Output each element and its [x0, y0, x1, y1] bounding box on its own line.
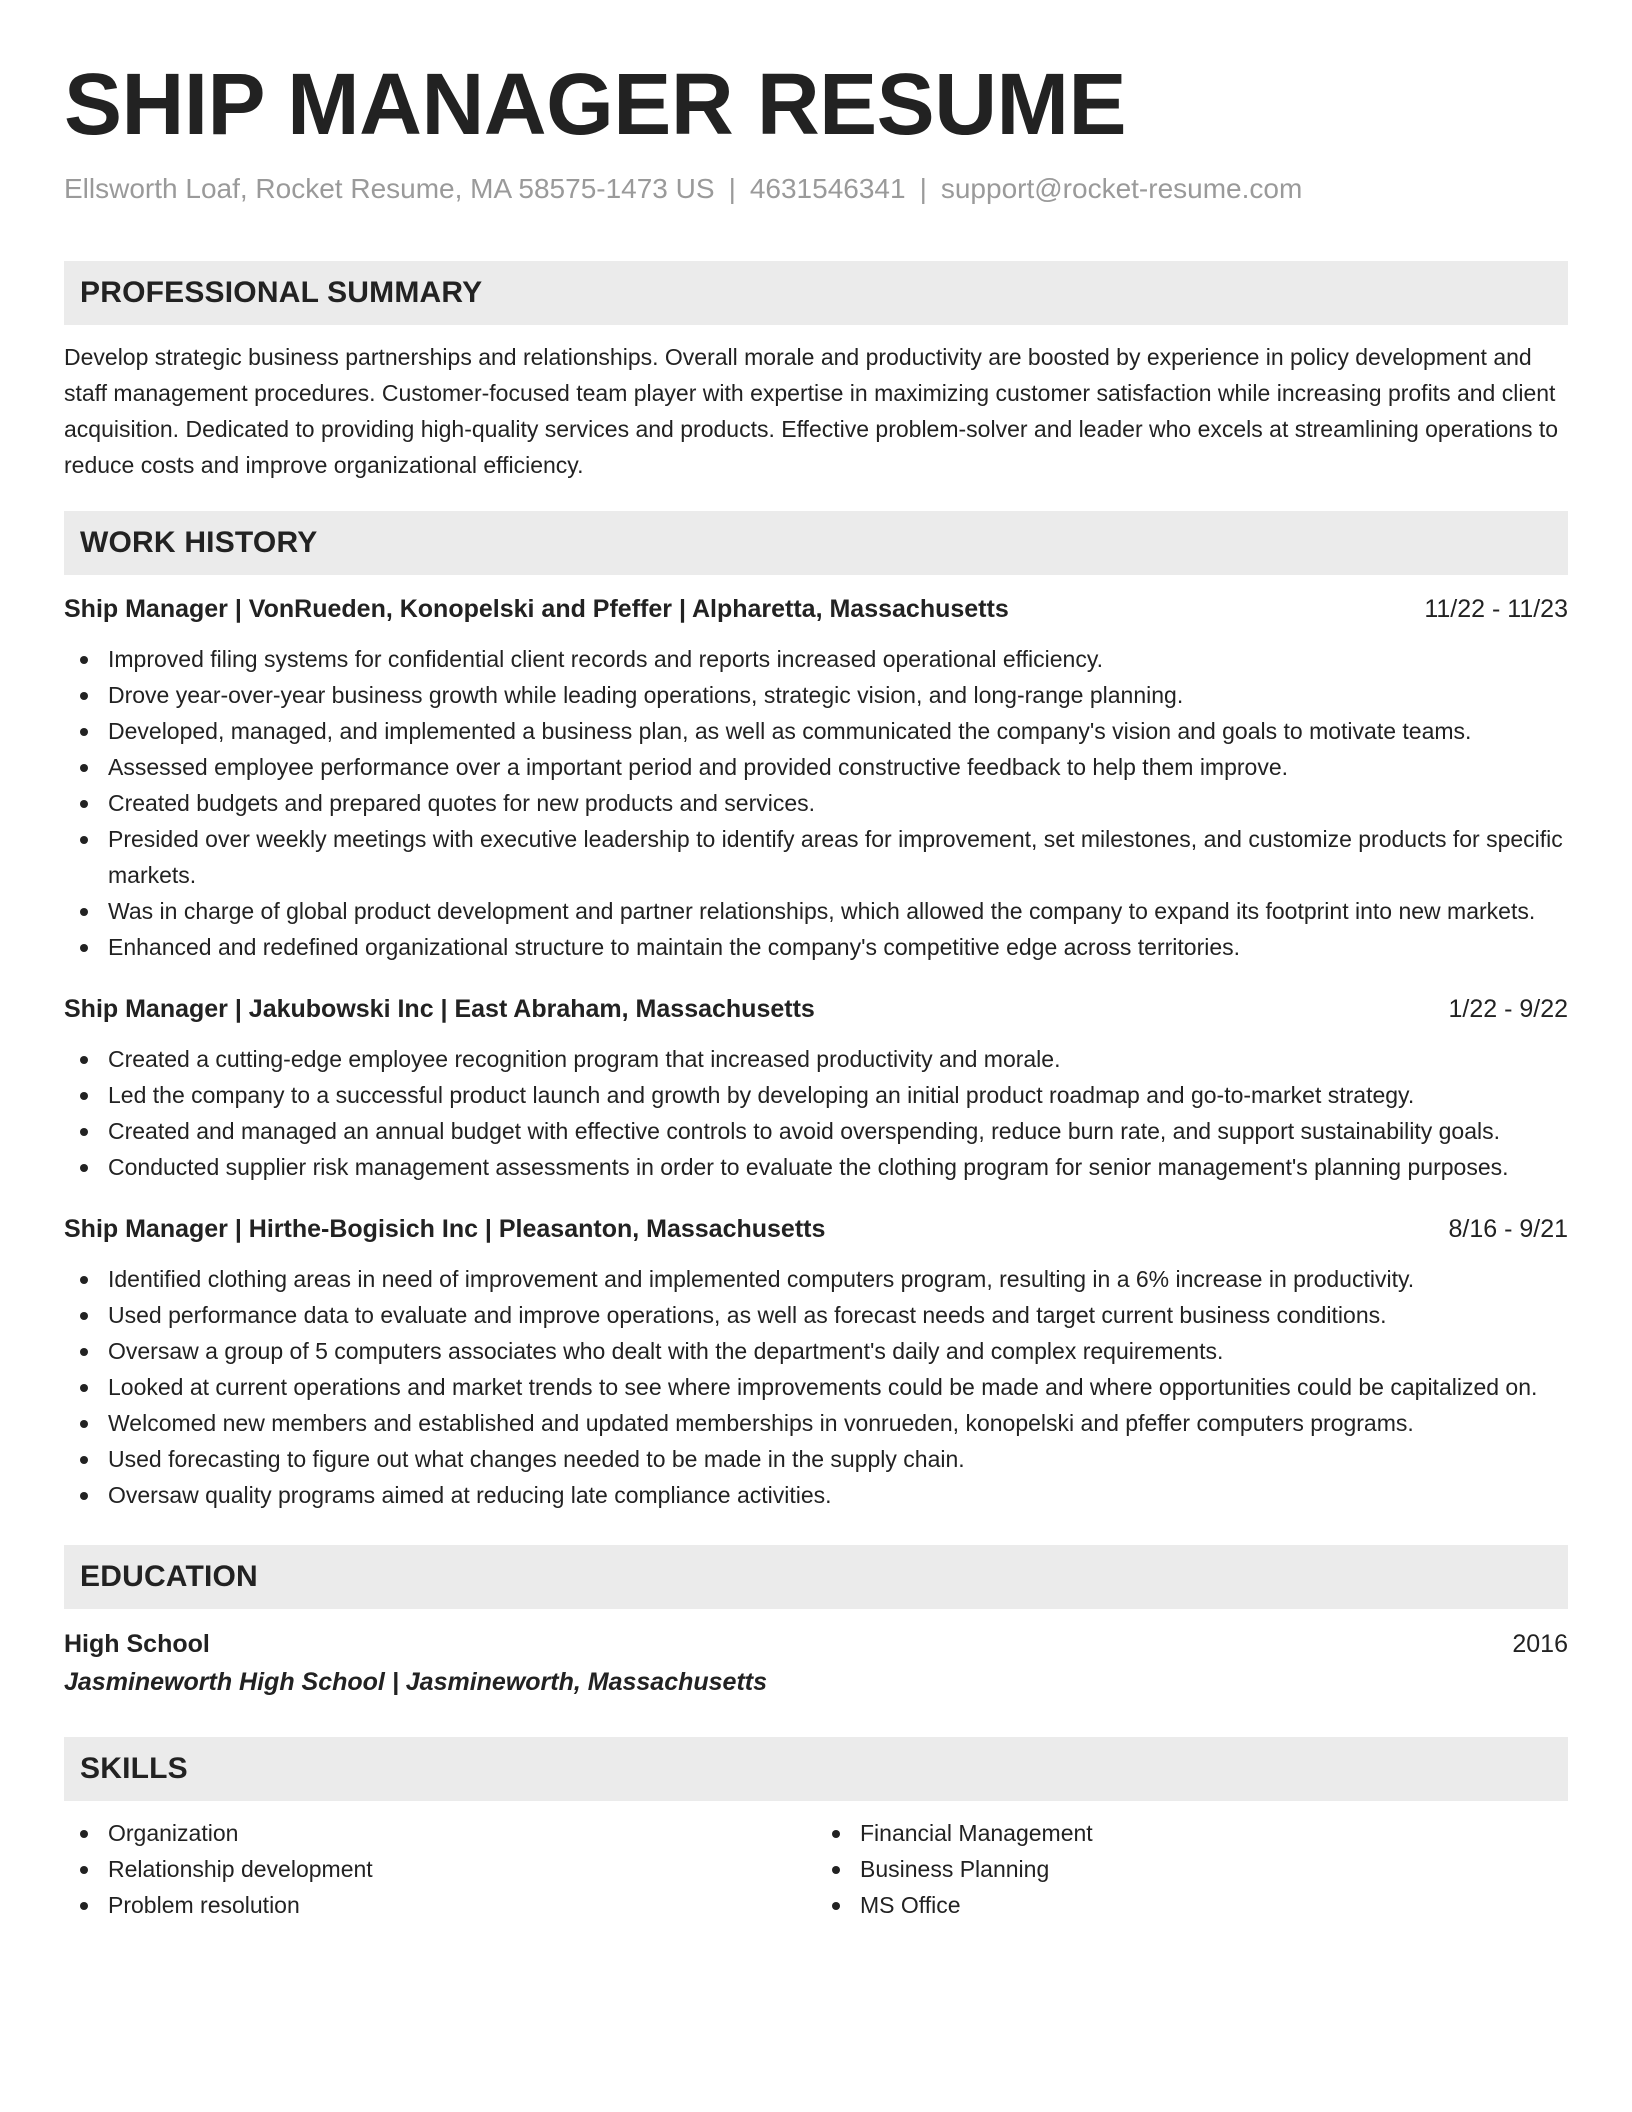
job-bullets	[64, 641, 1568, 965]
job-title: Ship Manager | Hirthe-Bogisich Inc | Pleasanton, Massachusetts	[64, 1215, 826, 1243]
job-bullets	[64, 1261, 1568, 1513]
work-history-heading: WORK HISTORY	[64, 511, 1568, 575]
job-bullet: Was in charge of global product development and partner relationships, which allowed the company to expand its footprint into new markets.	[108, 893, 1568, 929]
job-entry	[64, 591, 1568, 965]
education-header	[64, 1625, 1568, 1663]
skills-list-left	[64, 1815, 816, 1923]
skill-item: Business Planning	[860, 1851, 1568, 1887]
job-bullet: Created and managed an annual budget with effective controls to avoid overspending, reduce burn rate, and support sustainability goals.	[108, 1113, 1568, 1149]
job-header	[64, 1211, 1568, 1247]
job-bullet: Welcomed new members and established and updated memberships in vonrueden, konopelski and pfeffer computers programs.	[108, 1405, 1568, 1441]
skill-item: Problem resolution	[108, 1887, 816, 1923]
contact-separator: |	[728, 173, 736, 204]
contact-address: Ellsworth Loaf, Rocket Resume, MA 58575-1473 US	[64, 173, 715, 204]
job-bullet: Created a cutting-edge employee recognition program that increased productivity and morale.	[108, 1041, 1568, 1077]
job-header	[64, 991, 1568, 1027]
education-year: 2016	[1512, 1630, 1568, 1658]
job-bullet: Conducted supplier risk management assessments in order to evaluate the clothing program for senior management's planning purposes.	[108, 1149, 1568, 1185]
education-degree: High School	[64, 1630, 210, 1658]
contact-email[interactable]: support@rocket-resume.com	[940, 173, 1303, 204]
job-dates: 8/16 - 9/21	[1448, 1215, 1568, 1243]
skills-heading: SKILLS	[64, 1737, 1568, 1801]
skill-item: Financial Management	[860, 1815, 1568, 1851]
job-bullet: Improved filing systems for confidential client records and reports increased operational efficiency.	[108, 641, 1568, 677]
job-entry	[64, 991, 1568, 1185]
job-bullets	[64, 1041, 1568, 1185]
job-bullet: Presided over weekly meetings with executive leadership to identify areas for improvement, set milestones, and customize products for specific markets.	[108, 821, 1568, 893]
job-bullet: Developed, managed, and implemented a business plan, as well as communicated the company's vision and goals to motivate teams.	[108, 713, 1568, 749]
job-dates: 11/22 - 11/23	[1424, 595, 1568, 623]
job-bullet: Oversaw quality programs aimed at reducing late compliance activities.	[108, 1477, 1568, 1513]
job-entry	[64, 1211, 1568, 1513]
job-bullet: Enhanced and redefined organizational structure to maintain the company's competitive edge across territories.	[108, 929, 1568, 965]
education-school: Jasmineworth High School | Jasmineworth, Massachusetts	[64, 1668, 768, 1696]
contact-phone: 4631546341	[749, 173, 906, 204]
skill-item: MS Office	[860, 1887, 1568, 1923]
contact-separator: |	[919, 173, 927, 204]
job-bullet: Identified clothing areas in need of improvement and implemented computers program, resulting in a 6% increase in productivity.	[108, 1261, 1568, 1297]
job-bullet: Led the company to a successful product launch and growth by developing an initial product roadmap and go-to-market strategy.	[108, 1077, 1568, 1113]
contact-line	[64, 172, 1568, 206]
job-title: Ship Manager | VonRueden, Konopelski and Pfeffer | Alpharetta, Massachusetts	[64, 595, 1009, 623]
skill-item: Organization	[108, 1815, 816, 1851]
summary-heading: PROFESSIONAL SUMMARY	[64, 261, 1568, 325]
skills-list-right	[816, 1815, 1568, 1923]
job-dates: 1/22 - 9/22	[1448, 995, 1568, 1023]
job-bullet: Used performance data to evaluate and improve operations, as well as forecast needs and target current business conditions.	[108, 1297, 1568, 1333]
job-bullet: Created budgets and prepared quotes for new products and services.	[108, 785, 1568, 821]
job-bullet: Drove year-over-year business growth while leading operations, strategic vision, and long-range planning.	[108, 677, 1568, 713]
summary-text: Develop strategic business partnerships and relationships. Overall morale and productivity are boosted by experience in policy development and staff management procedures. Customer-focused team player with expertise in maximizing customer satisfaction while increasing profits and client acquisition. Dedicated to providing high-quality services and products. Effective problem-solver and leader who excels at streamlining operations to reduce costs and improve organizational efficiency.	[64, 344, 1559, 478]
job-title: Ship Manager | Jakubowski Inc | East Abraham, Massachusetts	[64, 995, 815, 1023]
skills-columns	[64, 1801, 1568, 1923]
job-bullet: Oversaw a group of 5 computers associates who dealt with the department's daily and complex requirements.	[108, 1333, 1568, 1369]
job-bullet: Used forecasting to figure out what changes needed to be made in the supply chain.	[108, 1441, 1568, 1477]
job-header	[64, 591, 1568, 627]
resume-title: SHIP MANAGER RESUME	[64, 56, 1127, 153]
job-bullet: Assessed employee performance over a important period and provided constructive feedback to help them improve.	[108, 749, 1568, 785]
skill-item: Relationship development	[108, 1851, 816, 1887]
job-bullet: Looked at current operations and market trends to see where improvements could be made and where opportunities could be capitalized on.	[108, 1369, 1568, 1405]
education-heading: EDUCATION	[64, 1545, 1568, 1609]
